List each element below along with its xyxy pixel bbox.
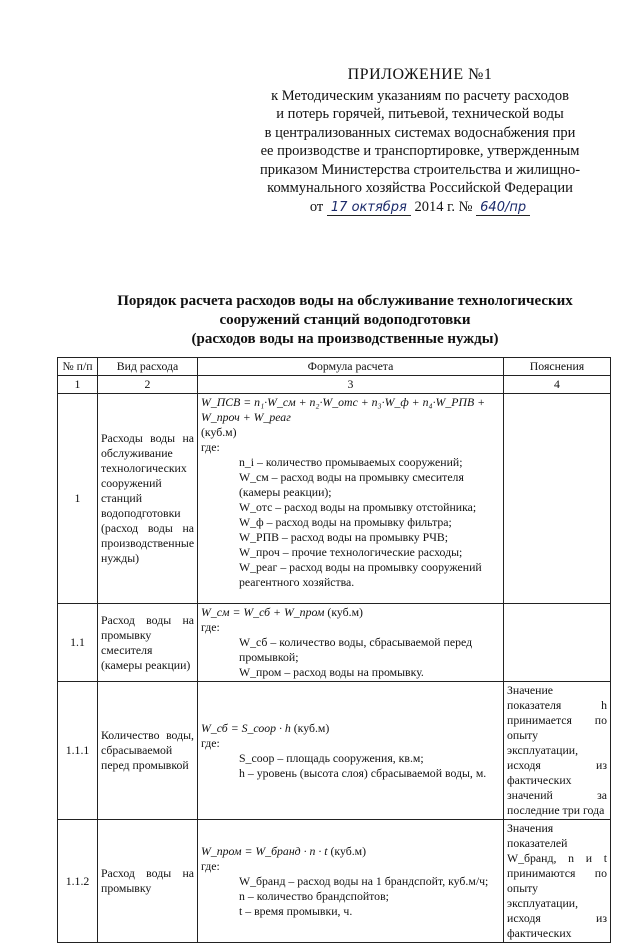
order-date-line — [250, 198, 590, 218]
row-kind — [98, 394, 198, 604]
row-num: 1 — [58, 394, 98, 604]
row-kind — [98, 604, 198, 682]
header-line: приказом Министерства строительства и жилищно- — [259, 161, 581, 178]
formula — [201, 721, 500, 736]
row-formula-cell — [198, 682, 504, 820]
col-number: 4 — [504, 376, 611, 394]
where-label: где: — [201, 858, 220, 873]
title-line: (расходов воды на производственные нужды) — [191, 331, 499, 347]
row-note — [504, 604, 611, 682]
year-text: 2014 г. № — [414, 198, 473, 215]
definition: n_i – количество промываемых сооружений; — [239, 455, 463, 469]
title-line: Порядок расчета расходов воды на обслуживание технологических — [117, 293, 573, 309]
header-line: и потерь горячей, питьевой, технической воды — [276, 106, 564, 122]
where-label: где: — [201, 620, 220, 634]
definition: W_пром – расход воды на промывку. — [239, 665, 424, 679]
row-note — [504, 682, 611, 820]
date-prefix: от — [309, 198, 324, 215]
formula-unit: (куб.м) — [327, 605, 363, 619]
header-kind: Вид расхода — [98, 358, 198, 376]
formula-text: W_пром = W_бранд · n · t — [201, 843, 328, 858]
col-number: 2 — [98, 376, 198, 394]
formula-unit: (куб.м) — [293, 720, 330, 735]
definition: W_проч – прочие технологические расходы; — [239, 545, 463, 559]
definition: W_см – расход воды на промывку смесителя (камеры реакции); — [239, 470, 464, 499]
row-num: 1.1.2 — [58, 820, 98, 943]
row-note — [504, 394, 611, 604]
formula-text: W_см = W_сб + W_пром — [201, 605, 325, 619]
col-number: 1 — [58, 376, 98, 394]
col-number: 3 — [198, 376, 504, 394]
where-label: где: — [201, 440, 220, 454]
formula: W_ПСВ = n₁·W_см + n₂·W_отс + n₃·W_ф + n₄·W_РПВ + W_проч + W_реаг — [201, 395, 486, 424]
column-number-row — [58, 376, 611, 394]
definition: W_ф – расход воды на промывку фильтра; — [239, 515, 452, 529]
header-line: ее производстве и транспортировке, утвержденным — [260, 143, 580, 159]
note-text: Значения показателей W_бранд, n и t принимаются по опыту эксплуатации, исходя из фактических — [507, 821, 607, 940]
definition: W_сб – количество воды, сбрасываемой перед промывкой; — [239, 635, 473, 664]
definition: h – уровень (высота слоя) сбрасываемой воды, м. — [239, 765, 487, 780]
definition: W_отс – расход воды на промывку отстойника; — [239, 500, 477, 514]
definition: W_РПВ – расход воды на промывку РЧВ; — [239, 530, 449, 544]
title-line: сооружений станций водоподготовки — [219, 312, 471, 328]
kind-text: Расходы воды на обслуживание технологических сооружений станций водоподготовки (расход воды на производственные нужды) — [101, 431, 195, 565]
header-line: к Методическим указаниям по расчету расходов — [271, 87, 569, 104]
formula-unit: (куб.м) — [330, 843, 367, 858]
note-text: Значение показателя h принимается по опыту эксплуатации, исходя из фактических значений за последние три года — [507, 683, 607, 817]
row-note — [504, 820, 611, 943]
appendix-header — [250, 66, 590, 217]
formula — [201, 844, 500, 859]
where-label: где: — [201, 735, 220, 750]
definition: W_реаг – расход воды на промывку сооружений реагентного хозяйства. — [239, 560, 482, 589]
row-formula-cell — [198, 604, 504, 682]
row-formula-cell — [198, 820, 504, 943]
table-row — [58, 394, 611, 604]
calculation-table — [57, 357, 611, 943]
table-header-row — [58, 358, 611, 376]
row-num: 1.1 — [58, 604, 98, 682]
definition: W_бранд – расход воды на 1 брандспойт, куб.м/ч; — [239, 873, 489, 888]
table-row — [58, 682, 611, 820]
row-kind — [98, 820, 198, 943]
table-row — [58, 604, 611, 682]
handwritten-number: 640/пр — [476, 200, 530, 216]
formula — [201, 605, 500, 620]
definition: S_соор – площадь сооружения, кв.м; — [239, 750, 424, 765]
document-title — [80, 292, 610, 349]
row-num: 1.1.1 — [58, 682, 98, 820]
appendix-title: ПРИЛОЖЕНИЕ №1 — [347, 66, 493, 83]
definition: n – количество брандспойтов; — [239, 888, 389, 903]
formula-text: W_сб = S_соор · h — [201, 720, 291, 735]
kind-text: Расход воды на промывку смесителя (камеры реакции) — [101, 612, 194, 672]
header-formula: Формула расчета — [198, 358, 504, 376]
table-row — [58, 820, 611, 943]
row-kind — [98, 682, 198, 820]
header-line: в централизованных системах водоснабжения при — [264, 124, 576, 141]
kind-text: Расход воды на промывку — [101, 866, 194, 895]
formula-unit: (куб.м) — [201, 425, 237, 439]
definition: t – время промывки, ч. — [239, 903, 353, 918]
handwritten-date: 17 октября — [327, 200, 411, 216]
kind-text: Количество воды, сбрасываемой перед промывкой — [101, 728, 194, 772]
header-line: коммунального хозяйства Российской Федерации — [267, 180, 573, 196]
header-num: № п/п — [58, 358, 98, 376]
header-notes: Пояснения — [504, 358, 611, 376]
row-formula-cell — [198, 394, 504, 604]
